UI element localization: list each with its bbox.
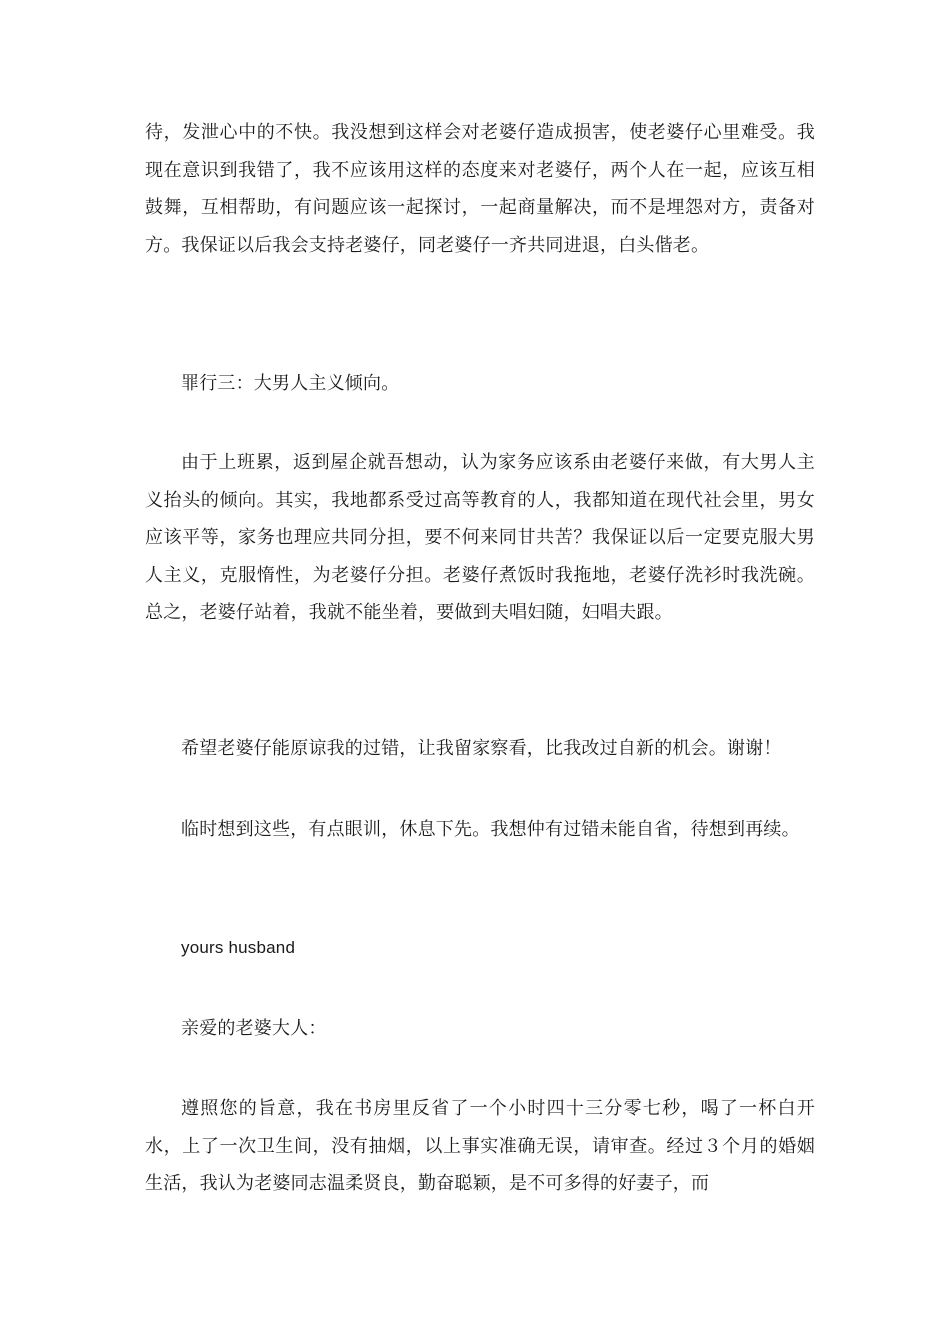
paragraph-rest-note: 临时想到这些，有点眼训，休息下先。我想仲有过错未能自省，待想到再续。 [181, 819, 800, 840]
salutation: 亲爱的老婆大人： [181, 1018, 327, 1039]
paragraph-reflection: 遵照您的旨意，我在书房里反省了一个小时四十三分零七秒，喝了一杯白开水，上了一次卫生间，没有抽烟，以上事实准确无误，请审查。经过３个月的婚姻生活，我认为老婆同志温柔贤良，勤奋聪颖，是不可多得的好妻子，而 [145, 1098, 815, 1194]
paragraph-crime-three-body: 由于上班累，返到屋企就吾想动，认为家务应该系由老婆仔来做，有大男人主义抬头的倾向。其实，我地都系受过高等教育的人，我都知道在现代社会里，男女应该平等，家务也理应共同分担，要不何来同甘共苦？我保证以后一定要克服大男人主义，克服惰性，为老婆仔分担。老婆仔煮饭时我拖地，老婆仔洗衫时我洗碗。总之，老婆仔站着，我就不能坐着，要做到夫唱妇随，妇唱夫跟。 [145, 452, 815, 623]
paragraph-continuation: 待，发泄心中的不快。我没想到这样会对老婆仔造成损害，使老婆仔心里难受。我现在意识到我错了，我不应该用这样的态度来对老婆仔，两个人在一起，应该互相鼓舞，互相帮助，有问题应该一起探讨，一起商量解决，而不是埋怨对方，责备对方。我保证以后我会支持老婆仔，同老婆仔一齐共同进退，白头偕老。 [145, 122, 815, 256]
paragraph-forgiveness: 希望老婆仔能原谅我的过错，让我留家察看，比我改过自新的机会。谢谢！ [181, 738, 782, 759]
signature-line: yours husband [181, 938, 296, 957]
paragraph-crime-three-heading: 罪行三：大男人主义倾向。 [181, 373, 400, 394]
